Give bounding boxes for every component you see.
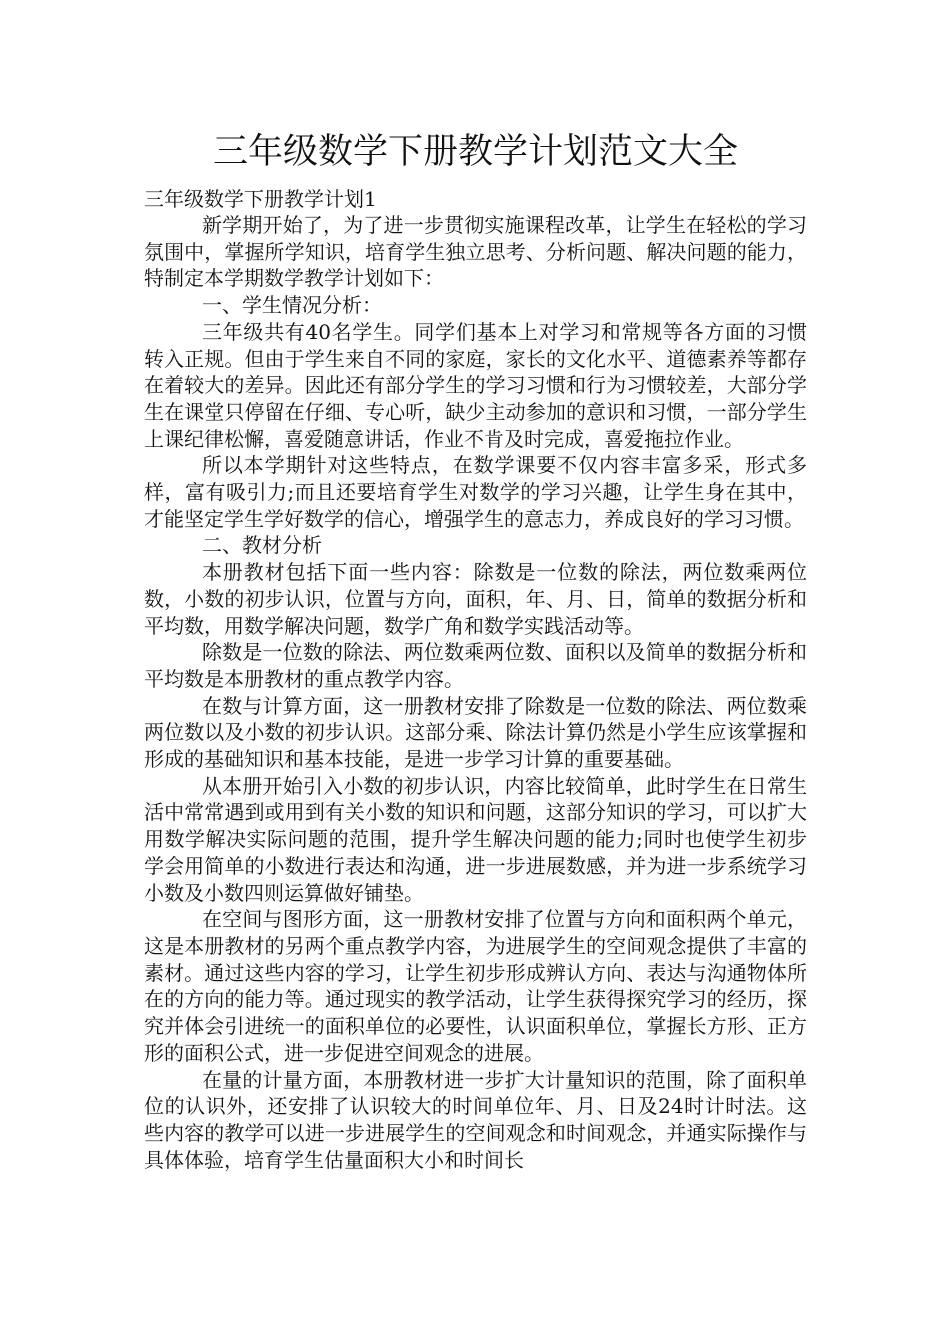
paragraph: 三年级共有40名学生。同学们基本上对学习和常规等各方面的习惯转入正规。但由于学生来自不同的家庭，家长的文化水平、道德素养等都存在着较大的差异。因此还有部分学生的学习习惯和行为习惯较差，大部分学生在课堂只停留在仔细、专心听，缺少主动参加的意识和习惯，一部分学生上课纪律松懈，喜爱随意讲话，作业不肯及时完成，喜爱拖拉作业。 [144, 319, 807, 451]
section-heading: 一、学生情况分析： [202, 293, 382, 318]
document-subtitle: 三年级数学下册教学计划1 [144, 187, 377, 211]
paragraph: 在数与计算方面，这一册教材安排了除数是一位数的除法、两位数乘两位数以及小数的初步认识。这部分乘、除法计算仍然是小学生应该掌握和形成的基础知识和基本技能，是进一步学习计算的重要基础。 [144, 693, 807, 772]
document-title: 三年级数学下册教学计划范文大全 [212, 132, 738, 172]
paragraph: 本册教材包括下面一些内容：除数是一位数的除法，两位数乘两位数，小数的初步认识，位置与方向，面积，年、月、日，简单的数据分析和平均数，用数学解决问题，数学广角和数学实践活动等。 [144, 560, 807, 638]
section-heading: 二、教材分析 [202, 533, 322, 558]
paragraph: 在量的计量方面，本册教材进一步扩大计量知识的范围，除了面积单位的认识外，还安排了认识较大的时间单位年、月、日及24时计时法。这些内容的教学可以进一步进展学生的空间观念和时间观念，并通实际操作与具体体验，培育学生估量面积大小和时间长 [144, 1067, 807, 1172]
paragraph: 新学期开始了，为了进一步贯彻实施课程改革，让学生在轻松的学习氛围中，掌握所学知识，培育学生独立思考、分析问题、解决问题的能力，特制定本学期数学教学计划如下： [144, 213, 807, 291]
document-content [144, 128, 807, 1173]
paragraph: 从本册开始引入小数的初步认识，内容比较简单，此时学生在日常生活中常常遇到或用到有关小数的知识和问题，这部分知识的学习，可以扩大用数学解决实际问题的范围，提升学生解决问题的能力;同时也使学生初步学会用简单的小数进行表达和沟通，进一步进展数感，并为进一步系统学习小数及小数四则运算做好铺垫。 [144, 773, 807, 905]
paragraph: 除数是一位数的除法、两位数乘两位数、面积以及简单的数据分析和平均数是本册教材的重点教学内容。 [144, 640, 807, 691]
paragraph: 所以本学期针对这些特点，在数学课要不仅内容丰富多采，形式多样，富有吸引力;而且还要培育学生对数学的学习兴趣，让学生身在其中，才能坚定学生学好数学的信心，增强学生的意志力，养成良好的学习习惯。 [144, 453, 807, 531]
paragraph: 在空间与图形方面，这一册教材安排了位置与方向和面积两个单元，这是本册教材的另两个重点教学内容，为进展学生的空间观念提供了丰富的素材。通过这些内容的学习，让学生初步形成辨认方向、表达与沟通物体所在的方向的能力等。通过现实的教学活动，让学生获得探究学习的经历，探究并体会引进统一的面积单位的必要性，认识面积单位，掌握长方形、正方形的面积公式，进一步促进空间观念的进展。 [144, 907, 807, 1065]
